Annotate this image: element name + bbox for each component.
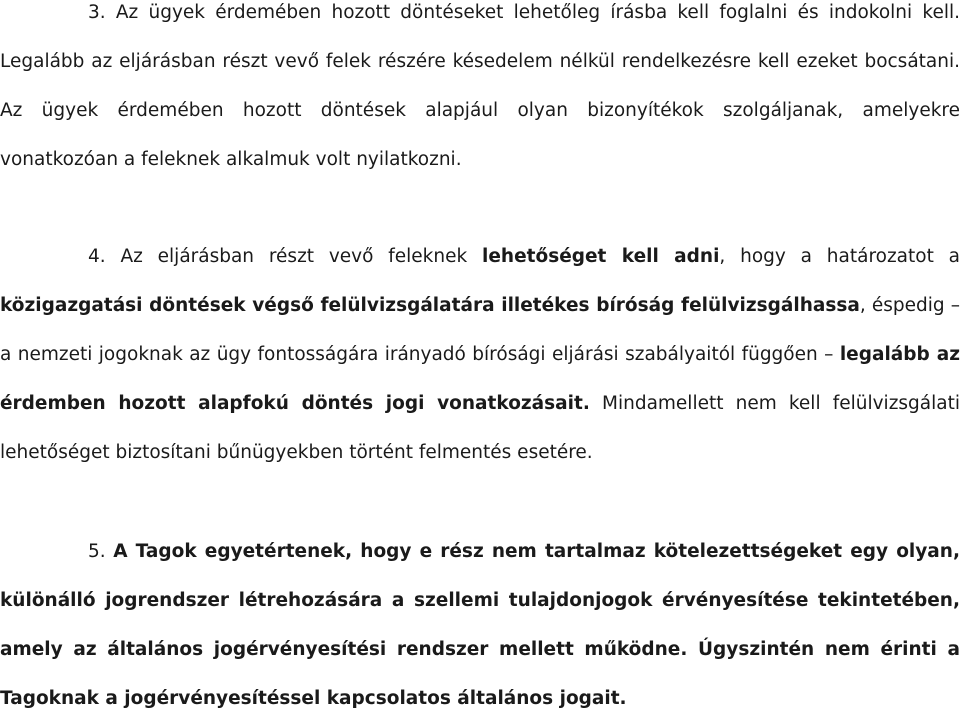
paragraph-text-bold: A Tagok egyetértenek, hogy e rész nem tartalmaz kötelezettségeket egy olyan, különálló jogrendszer létrehozására a szellemi tulajdonjogok érvényesítése tekintetében, amely az általános jogérvényesítési rendszer mellett működne. Úgyszintén nem érinti a Tagoknak a jogérvényesítéssel kapcsolatos általános jogait. [0,541,960,709]
paragraph-text: Az eljárásban részt vevő feleknek [105,246,483,267]
paragraph-number: 4. [88,246,106,267]
paragraph-text-bold: legalább az érdemben hozott alapfokú döntés jogi vonatkozásait. [0,344,960,414]
paragraph-3 [0,0,960,184]
paragraph-5 [0,527,960,723]
paragraph-number: 3. [88,2,106,23]
paragraph-text: Mindamellett nem kell felülvizsgálati lehetőséget biztosítani bűnügyekben történt felmentés esetére. [0,393,960,463]
paragraph-text: , hogy a határozatot a [719,246,960,267]
paragraph-text-bold: közigazgatási döntések végső felülvizsgálatára illetékes bíróság felülvizsgálhassa [0,295,860,316]
paragraph-4 [0,232,960,477]
paragraph-number: 5. [88,541,106,562]
paragraph-text-bold: lehetőséget kell adni [482,246,720,267]
paragraph-text: Az ügyek érdemében hozott döntéseket lehetőleg írásba kell foglalni és indokolni kell. Legalább az eljárásban részt vevő felek részére késedelem nélkül rendelkezésre kell ezeket bocsátani. Az ügyek érdemében hozott döntések alapjául olyan bizonyítékok szolgáljanak, amelyekre vonatkozóan a feleknek alkalmuk volt nyilatkozni. [0,2,960,170]
paragraph-text: , éspedig – a nemzeti jogoknak az ügy fontosságára irányadó bírósági eljárási szabályaitól függően – [0,295,960,365]
